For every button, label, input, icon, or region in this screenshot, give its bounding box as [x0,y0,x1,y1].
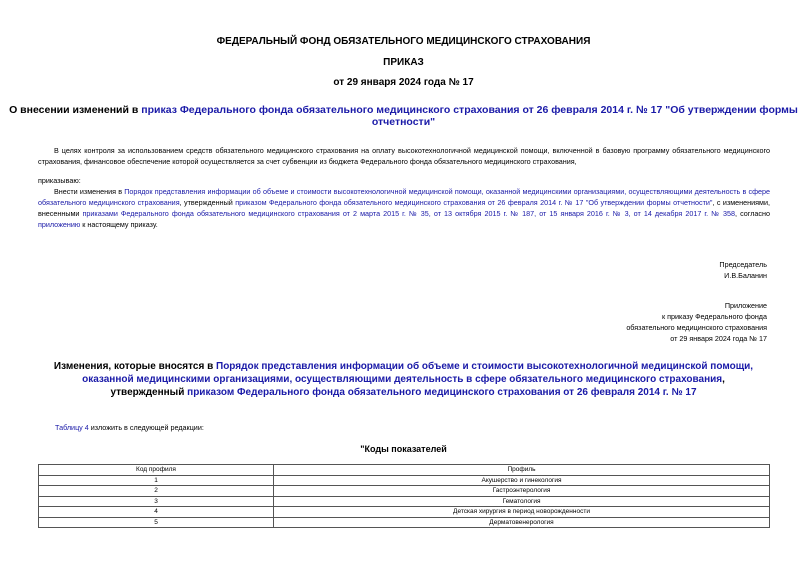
table-note [55,423,204,432]
order-text-e: к настоящему приказу. [80,220,158,229]
profile-name: Гематология [274,496,770,507]
doc-date: от 29 января 2024 года № 17 [333,77,474,88]
appendix-line-1: Приложение [724,301,767,310]
order-text-b: , утвержденный [179,198,236,207]
table-row [39,517,770,528]
signatory-name: И.В.Баланин [724,271,767,280]
table-row [39,496,770,507]
column-header-code: Код профиля [39,465,274,476]
preamble-paragraph: В целях контроля за использованием средств обязательного медицинского страхования на оплату высокотехнологичной медицинской помощи, включенной в базовую программу обязательного медицинского страхования, финансовое обеспечение которой осуществляется за счет субвенции из бюджета Федерального фонда обязательного медицинского страхования, [38,146,770,166]
table-note-text: изложить в следующей редакции: [88,423,204,432]
doc-type: ПРИКАЗ [383,57,424,68]
appendix-line-3: обязательного медицинского страхования [626,323,767,332]
signature-block [719,259,767,281]
order-text-d: , согласно [735,209,770,218]
profile-code: 5 [39,517,274,528]
appendix-header [626,300,767,344]
profile-code: 2 [39,486,274,497]
title-order-link[interactable]: приказ Федерального фонда обязательного медицинского страхования от 26 февраля 2014 г. № 17 "Об утверждении формы отчетности" [141,104,798,128]
order-word: приказываю: [38,176,81,185]
table-4-link[interactable]: Таблицу 4 [55,423,89,432]
table-row [39,475,770,486]
table-header-row [39,465,770,476]
profile-code: 1 [39,475,274,486]
changes-order-link[interactable]: приказом Федерального фонда обязательного медицинского страхования от 26 февраля 2014 г. № 17 [187,387,697,398]
org-name: ФЕДЕРАЛЬНЫЙ ФОНД ОБЯЗАТЕЛЬНОГО МЕДИЦИНСКОГО СТРАХОВАНИЯ [216,36,591,47]
order-2014-link[interactable]: приказом Федерального фонда обязательного медицинского страхования от 26 февраля 2014 г. № 17 "Об утверждении формы отчетности" [235,198,713,207]
changes-procedure-link[interactable]: Порядок представления информации об объеме и стоимости высокотехнологичной медицинской помощи, оказанной медицинскими организациями, осуществляющими деятельность в сфере обязательного медицинского страхования [82,361,754,385]
profile-name: Детская хирургия в период новорожденности [274,507,770,518]
order-text-a: Внести изменения в [54,187,125,196]
changes-title-prefix: Изменения, которые вносятся в [53,361,216,372]
signatory-role: Председатель [719,260,767,269]
order-text-c: , с изменениями, внесенными [38,198,770,218]
appendix-line-2: к приказу Федерального фонда [662,312,767,321]
profile-code: 3 [39,496,274,507]
doc-title-prefix: О внесении изменений в [9,104,142,116]
profile-codes-table [38,464,770,528]
table-title: "Коды показателей [360,444,447,454]
table-row [39,507,770,518]
profile-name: Акушерство и гинекология [274,475,770,486]
table-row [39,486,770,497]
amending-orders-link[interactable]: приказами Федерального фонда обязательного медицинского страхования от 2 марта 2015 г. № 35, от 13 октября 2015 г. № 187, от 15 января 2016 г. № 3, от 14 декабря 2017 г. № 358 [82,209,736,218]
procedure-link[interactable]: Порядок представления информации об объеме и стоимости высокотехнологичной медицинской помощи, оказанной медицинскими организациями, осуществляющими деятельность в сфере обязательного медицинского страхования [38,187,771,207]
profile-code: 4 [39,507,274,518]
changes-title-mid: , утвержденный [110,374,725,398]
profile-name: Дерматовенерология [274,517,770,528]
appendix-link[interactable]: приложению [38,220,81,229]
profile-name: Гастроэнтерология [274,486,770,497]
doc-title [0,104,807,128]
column-header-profile: Профиль [274,465,770,476]
appendix-line-4: от 29 января 2024 года № 17 [670,334,767,343]
order-paragraph [38,186,770,230]
changes-title [50,360,757,399]
